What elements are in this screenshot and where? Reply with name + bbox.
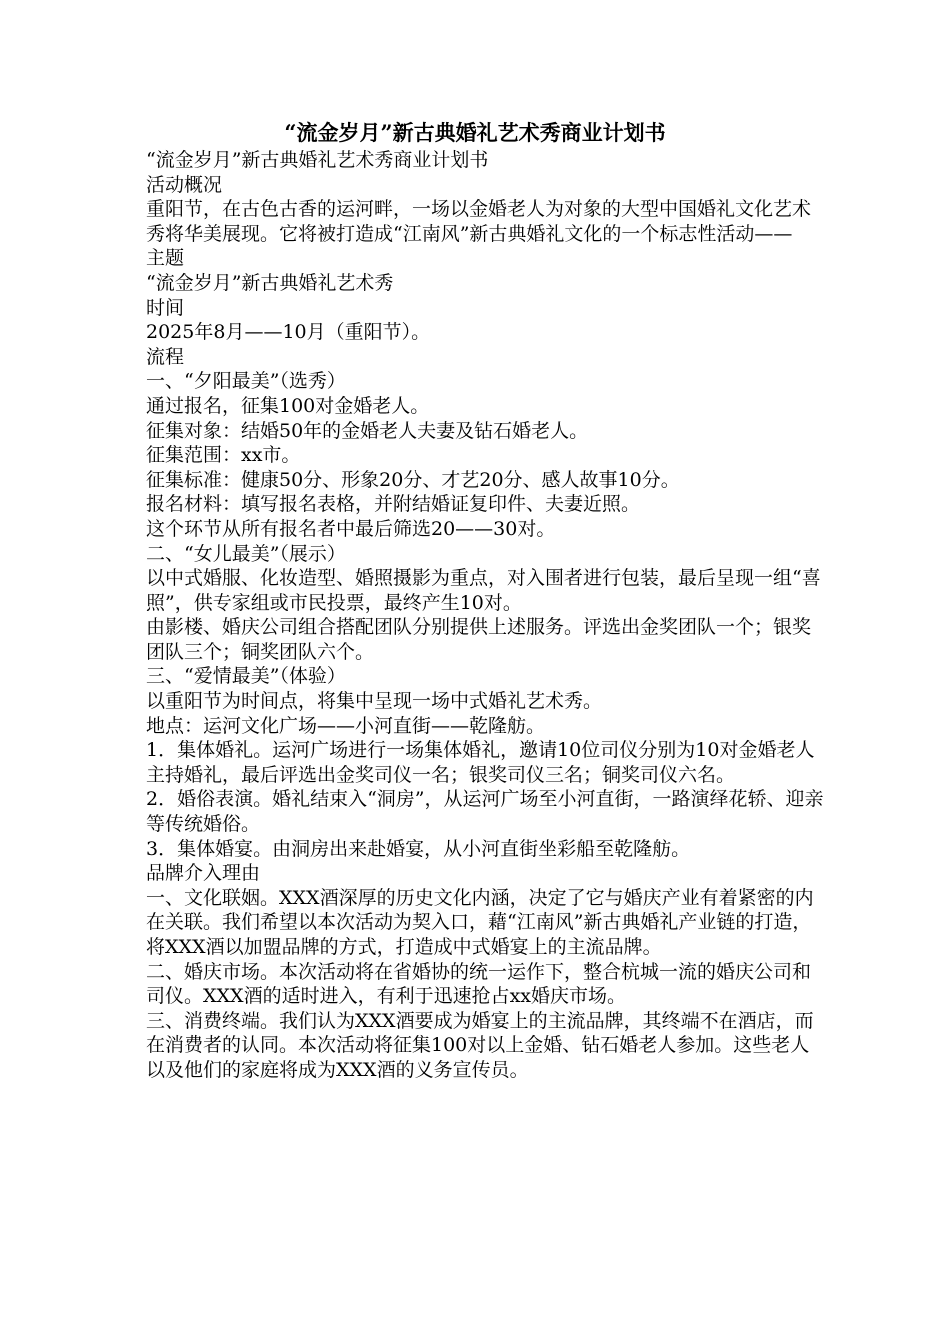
paragraph: 由影楼、婚庆公司组合搭配团队分别提供上述服务。评选出金奖团队一个；银奖团队三个；铜奖团队六个。: [146, 616, 812, 663]
document-body: [146, 148, 826, 1083]
paragraph: 一、文化联姻。XXX酒深厚的历史文化内涵，决定了它与婚庆产业有着紧密的内在关联。我们希望以本次活动为契入口，藉“江南风”新古典婚礼产业链的打造，将XXX酒以加盟品牌的方式，打造成中式婚宴上的主流品牌。: [146, 886, 814, 958]
paragraph: “流金岁月”新古典婚礼艺术秀: [146, 271, 394, 294]
paragraph: 通过报名，征集100对金婚老人。: [146, 394, 430, 417]
paragraph: 三、消费终端。我们认为XXX酒要成为婚宴上的主流品牌，其终端不在酒店，而在消费者的认同。本次活动将征集100对以上金婚、钻石婚老人参加。这些老人以及他们的家庭将成为XXX酒的义务宣传员。: [146, 1009, 814, 1081]
paragraph: 征集对象：结婚50年的金婚老人夫妻及钻石婚老人。: [146, 419, 589, 442]
paragraph: 品牌介入理由: [146, 862, 261, 885]
paragraph: 主题: [146, 247, 185, 270]
paragraph: 2．婚俗表演。婚礼结束入“洞房”，从运河广场至小河直街，一路演绎花轿、迎亲等传统婚俗。: [146, 788, 824, 836]
paragraph: 3．集体婚宴。由洞房出来赴婚宴，从小河直街坐彩船至乾隆舫。: [146, 837, 691, 860]
paragraph: 报名材料：填写报名表格，并附结婚证复印件、夫妻近照。: [146, 493, 641, 516]
paragraph: 二、婚庆市场。本次活动将在省婚协的统一运作下，整合杭城一流的婚庆公司和司仪。XXX酒的适时进入，有利于迅速抢占xx婚庆市场。: [146, 960, 812, 1008]
document-title: “流金岁月”新古典婚礼艺术秀商业计划书: [284, 120, 666, 145]
paragraph: 一、“夕阳最美”（选秀）: [146, 370, 346, 393]
paragraph: 三、“爱情最美”（体验）: [146, 665, 346, 688]
paragraph: 流程: [146, 345, 185, 368]
paragraph: 二、“女儿最美”（展示）: [146, 542, 346, 565]
paragraph: “流金岁月”新古典婚礼艺术秀商业计划书: [146, 149, 489, 171]
paragraph: 1．集体婚礼。运河广场进行一场集体婚礼，邀请10位司仪分别为10对金婚老人主持婚礼，最后评选出金奖司仪一名；银奖司仪三名；铜奖司仪六名。: [146, 739, 815, 786]
paragraph: 时间: [146, 296, 185, 319]
paragraph: 这个环节从所有报名者中最后筛选20——30对。: [146, 517, 556, 540]
paragraph: 活动概况: [146, 173, 223, 196]
paragraph: 2025年8月——10月（重阳节）。: [146, 321, 431, 344]
paragraph: 征集范围：xx市。: [146, 444, 301, 467]
paragraph: 征集标准：健康50分、形象20分、才艺20分、感人故事10分。: [146, 468, 680, 491]
paragraph: 以中式婚服、化妆造型、婚照摄影为重点，对入围者进行包装，最后呈现一组“喜照”，供专家组或市民投票，最终产生10对。: [146, 567, 821, 614]
paragraph: 重阳节，在古色古香的运河畔，一场以金婚老人为对象的大型中国婚礼文化艺术秀将华美展现。它将被打造成“江南风”新古典婚礼文化的一个标志性活动——: [146, 198, 812, 245]
paragraph: 以重阳节为时间点，将集中呈现一场中式婚礼艺术秀。: [146, 690, 603, 713]
paragraph: 地点：运河文化广场——小河直街——乾隆舫。: [146, 714, 546, 737]
